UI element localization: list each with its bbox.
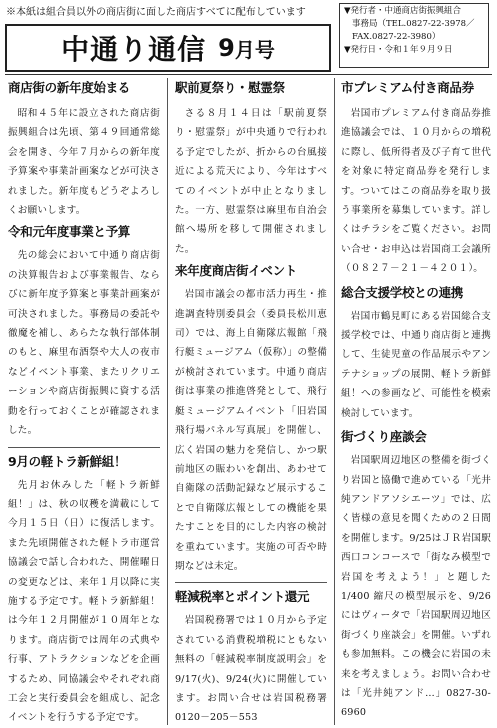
article-body: 岩国市鶴見町にある岩国総合支援学校では、中通り商店街と連携して、生徒児童の作品展示やアンテナショップの展開、軽トラ新鮮組！への参画など、可能性を模索検討しています。 (341, 310, 491, 419)
publisher-fax: FAX.0827-22-3980） (352, 32, 441, 42)
article-heading: 総合支援学校との連携 (341, 284, 464, 300)
article-heading: 令和元年度事業と予算 (8, 224, 131, 240)
article-body: 先月お休みした「軽トラ新鮮組！」は、秋の収穫を満載にして今月１５日（日）に復活します。また先頃開催された軽トラ市運営協議会で話し合われた、開催曜日の変更などは、来年１月以降に実施する予定です。軽トラ新鮮組！は今年１２月開催が１０周年となります。商店街では周年の式典や行事、アトラクションなどを企画するため、同協議会やそれぞれ商工会と実行委員会を組成し、記念イベントを行うする予定です。 (8, 479, 160, 724)
column-2 (175, 80, 327, 725)
column-divider (334, 78, 335, 725)
article-body: 岩国税務署では１０月から予定されている消費税増税にともない無料の「軽減税率制度説明会」を 9/17(火)、9/24(火)に開催しています。お問い合せは岩国税務署 0120－205－553 (175, 615, 327, 724)
column-1 (8, 80, 160, 725)
issue-month: 9 (218, 34, 235, 62)
article-heading: 来年度商店街イベント (175, 263, 298, 279)
article-heading: 9月の軽トラ新鮮組！ (8, 453, 127, 469)
article-heading: 商店街の新年度始まる (8, 80, 131, 95)
article-body: 岩国市議会の都市活力再生・推進調査特別委員会（委員長松川恵司）では、海上自衛隊広報館「飛行艇ミュージアム（仮称）」の整備が検討されています。中通り商店街は事業の推進啓発として、飛行艇ミュージアムイベント「旧岩国飛行場パネル写真展」を開催し、広く岩国の魅力を発信し、かつ駅前地区の賑わいを創出、あわせて自衛隊の活動記録など展示することで自衛隊広報としての機能を果たすことを目的にした内容の検討を重ねています。実施の可否や時期などは未定。 (175, 289, 327, 572)
article-body: 先の総会において中通り商店街の決算報告および事業報告、ならびに新年度予算案と事業計画案が可決されました。事務局の委託や徹魔を補し、あらたな執行部体制のもと、麻里布酒祭や大人の夜市などイベント事業、またリクリエーションや商店街振興に資する活動を行っておくことが確認されました。 (8, 250, 160, 437)
publisher-box (339, 3, 489, 68)
article-divider (8, 447, 160, 448)
publisher-office: 事務局（TEL.0827-22-3978／ (352, 19, 475, 29)
article-divider (175, 582, 327, 583)
distribution-notice: ※本紙は組合員以外の商店街に面した商店すべてに配布しています (6, 7, 306, 18)
column-divider (167, 78, 168, 725)
publish-date: ▼発行日・令和１年９月９日 (344, 45, 453, 55)
article-body: 昭和４５年に設立された商店街振興組合は先頃、第４９回通常総会を開き、今年７月からの新年度予算案や事業計画案などが可決されました。新年度もどうぞよろしくお願いします。 (8, 108, 160, 217)
column-3 (341, 80, 491, 725)
article-body: 岩国市プレミアム付き商品券推進協議会では、１０月からの増税に際し、低所得者及び子育て世代を対象に特定商品券を発行します。ついてはこの商品券を取り扱う事業所を募集しています。詳しくはチラシをご覧ください。お問い合せ・お申込は岩国商工会議所（０８２７－２１－４２０１）。 (341, 108, 491, 275)
article-heading: 駅前夏祭り・慰霊祭 (175, 80, 285, 95)
publisher-line: ▼発行者・中通商店街振興組合 (344, 6, 462, 16)
article-heading: 軽減税率とポイント還元 (175, 589, 310, 605)
article-body: 岩国駅周辺地区の整備を街づくり岩国と協働で進めている「光井純アンドアソシエーツ」では、広く皆様の意見を聞くための２日間を開催します。9/25はＪＲ岩国駅西口コンコースで「街なみ模型で岩国を考えよう！」と題した 1/400 縮尺の模型展示を、9/26 にはヴィータで「岩国駅周辺地区街づくり座談会」を開催。いずれも参加無料。この機会に岩国の未来を考えましょう。お問い合わせは「光井純アンド…」0827-30-6960 (341, 455, 491, 719)
article-heading: 街づくり座談会 (341, 429, 427, 445)
newsletter-title: 中通り通信 (61, 33, 207, 66)
header-divider (5, 74, 492, 75)
issue-month-suffix: 月号 (234, 37, 275, 62)
article-body: さる８月１４日は「駅前夏祭り・慰霊祭」が中央通りで行われる予定でしたが、折からの台風接近による荒天により、今年はすべてのイベントが中止となりました。一方、慰霊祭は麻里布自治会館へ場所を移して開催されました。 (175, 108, 327, 255)
masthead (5, 24, 331, 72)
article-heading: 市プレミアム付き商品券 (341, 80, 474, 95)
